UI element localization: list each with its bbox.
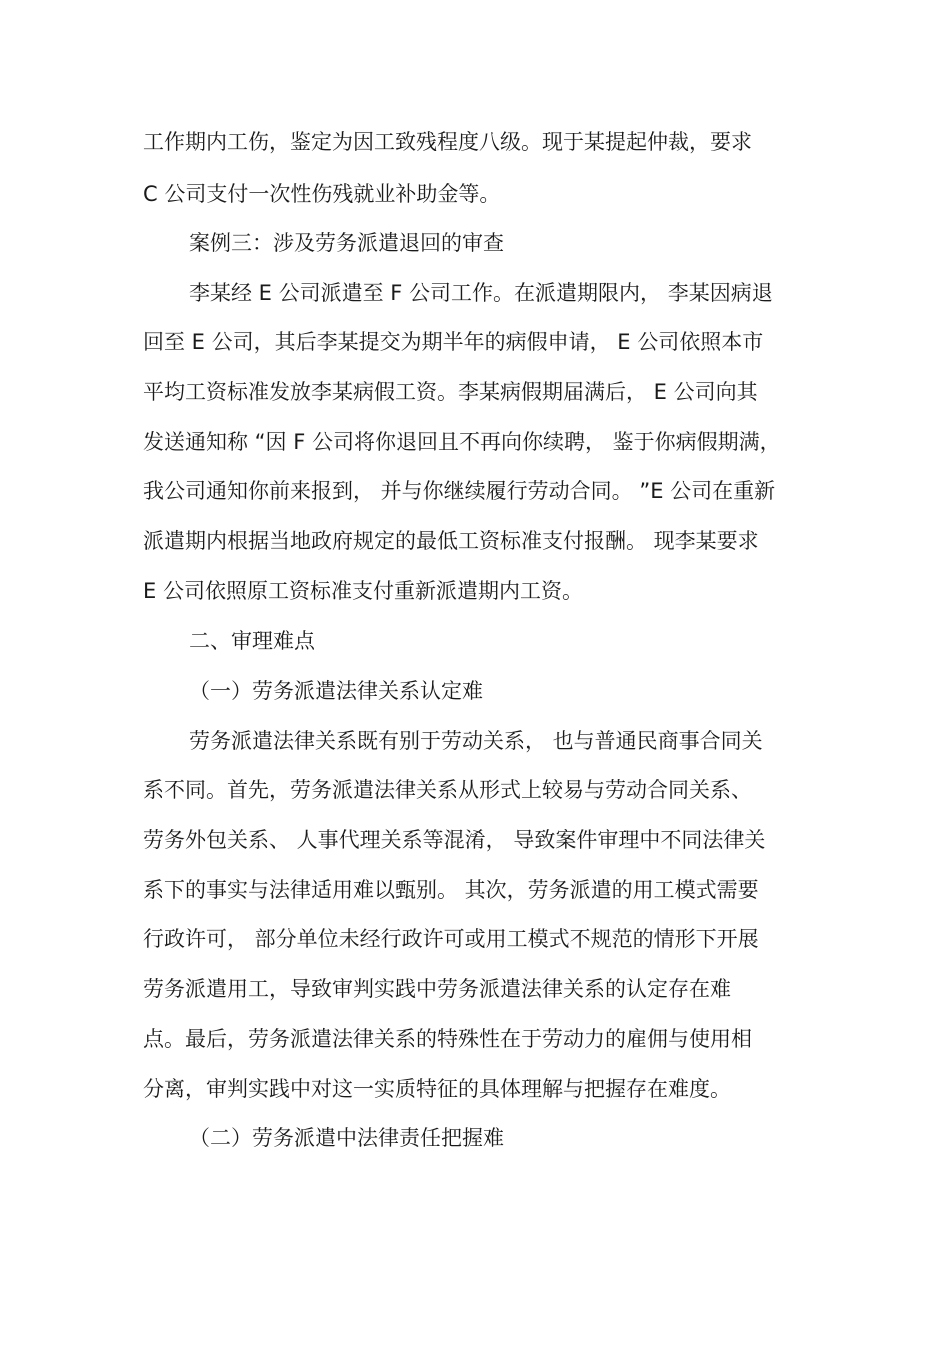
text-line: 劳务外包关系、 人事代理关系等混淆， 导致案件审理中不同法律关 xyxy=(143,828,766,852)
text-line: 点。最后，劳务派遣法律关系的特殊性在于劳动力的雇佣与使用相 xyxy=(143,1027,752,1051)
text-line: 派遣期内根据当地政府规定的最低工资标准支付报酬。 现李某要求 xyxy=(143,529,759,553)
section-heading: 案例三：涉及劳务派遣退回的审查 xyxy=(189,231,504,255)
text-line: 系不同。首先，劳务派遣法律关系从形式上较易与劳动合同关系、 xyxy=(143,778,752,802)
text-line: 行政许可， 部分单位未经行政许可或用工模式不规范的情形下开展 xyxy=(143,927,759,951)
text-line: 回至 E 公司，其后李某提交为期半年的病假申请， E 公司依照本市 xyxy=(143,330,764,354)
text-line: 系下的事实与法律适用难以甄别。 其次，劳务派遣的用工模式需要 xyxy=(143,878,759,902)
subsection-heading: （二）劳务派遣中法律责任把握难 xyxy=(189,1126,504,1150)
text-line: E 公司依照原工资标准支付重新派遣期内工资。 xyxy=(143,579,583,603)
text-line: 分离，审判实践中对这一实质特征的具体理解与把握存在难度。 xyxy=(143,1077,731,1101)
section-heading: 二、审理难点 xyxy=(189,629,315,653)
subsection-heading: （一）劳务派遣法律关系认定难 xyxy=(189,679,483,703)
text-line: 李某经 E 公司派遣至 F 公司工作。在派遣期限内， 李某因病退 xyxy=(189,281,773,305)
text-line: 劳务派遣用工，导致审判实践中劳务派遣法律关系的认定存在难 xyxy=(143,977,731,1001)
text-line: 我公司通知你前来报到， 并与你继续履行劳动合同。 ”E 公司在重新 xyxy=(143,479,776,503)
text-line: 工作期内工伤，鉴定为因工致残程度八级。现于某提起仲裁，要求 xyxy=(143,130,752,154)
text-line: 劳务派遣法律关系既有别于劳动关系， 也与普通民商事合同关 xyxy=(189,729,763,753)
text-line: 平均工资标准发放李某病假工资。李某病假期届满后， E 公司向其 xyxy=(143,380,758,404)
text-line: C 公司支付一次性伤残就业补助金等。 xyxy=(143,182,501,206)
text-line: 发送通知称 “因 F 公司将你退回且不再向你续聘， 鉴于你病假期满， xyxy=(143,430,781,454)
